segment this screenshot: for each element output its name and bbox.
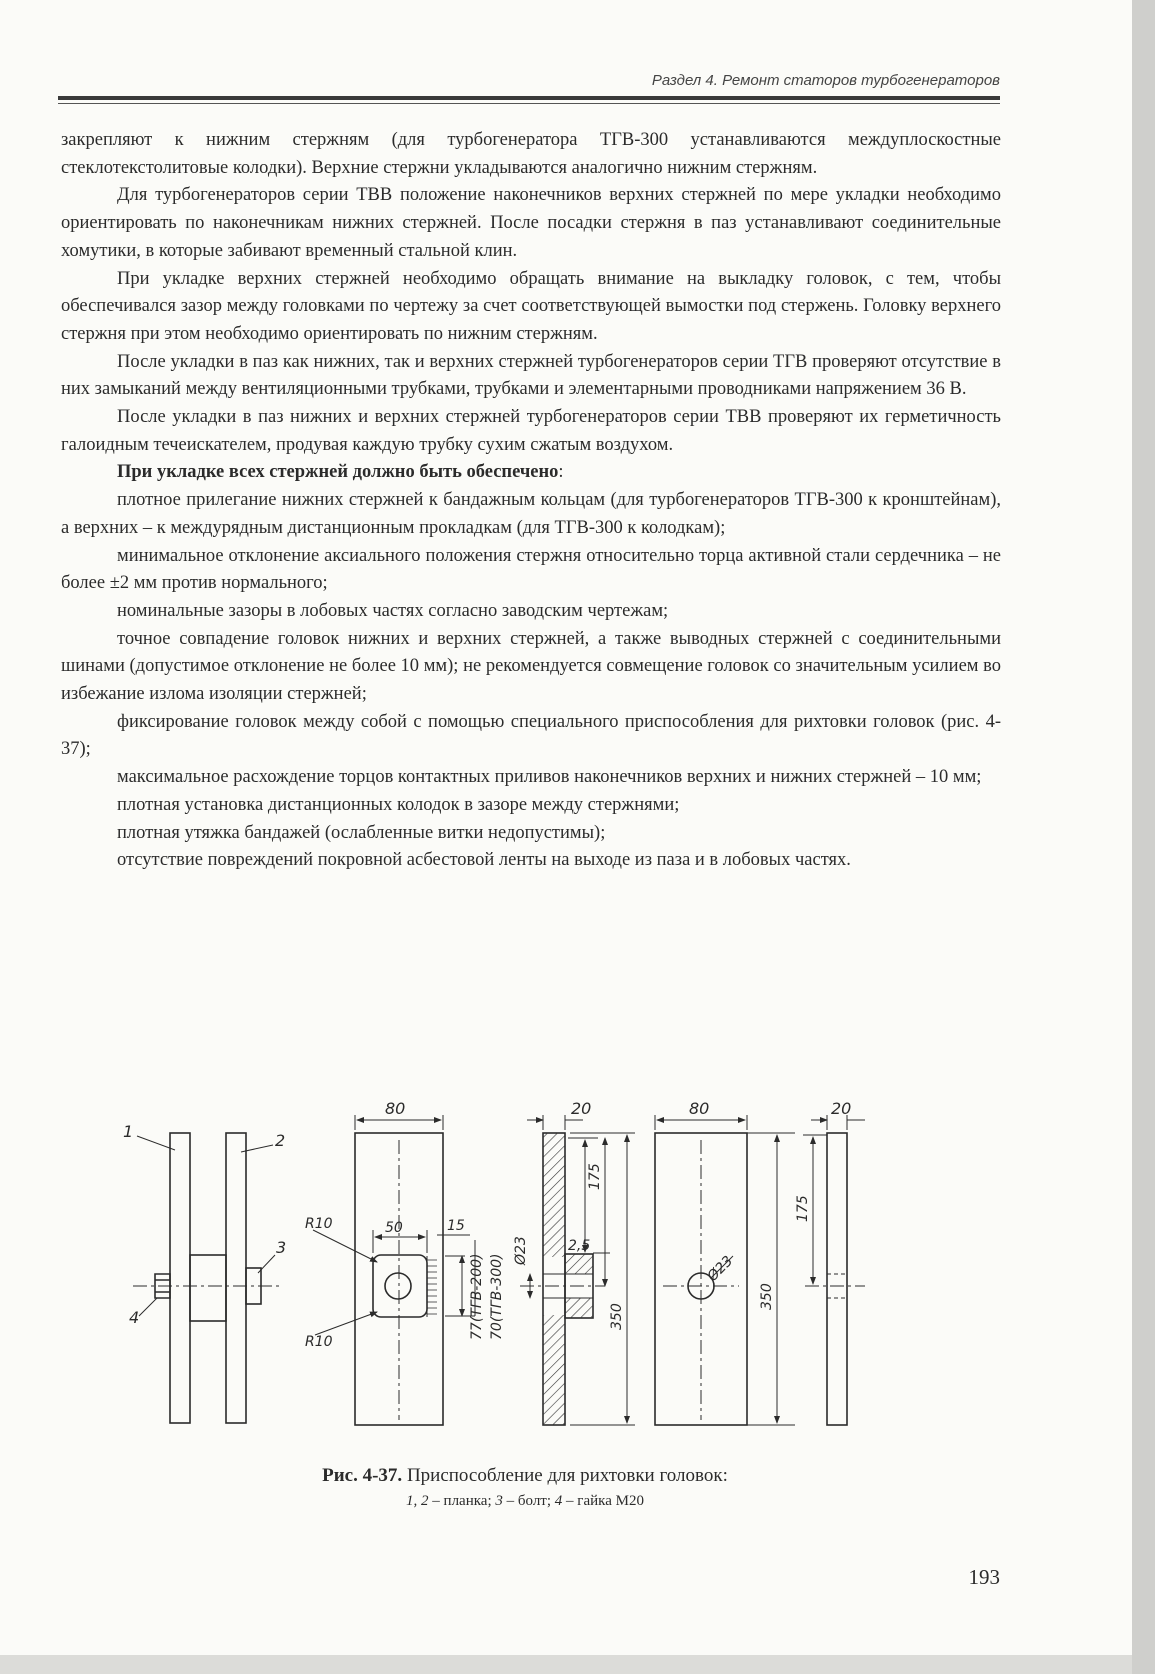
list-item: отсутствие повреждений покровной асбестовой ленты на выходе из паза и в лобовых частях. (117, 850, 851, 871)
page-number: 193 (968, 1565, 1000, 1589)
dim-width-80-right: 80 (689, 1099, 710, 1118)
paragraph-4: После укладки в паз как нижних, так и верхних стержней турбогенераторов серии ТГВ проверяют отсутствие в них замыканий между вентиляционными трубками, трубками и элементарными проводниками напряжением 36 В. (61, 351, 1001, 400)
dim-175-section: 175 (587, 1163, 603, 1190)
list-item: плотная установка дистанционных колодок в зазоре между стержнями; (117, 794, 680, 815)
dim-dia-23-plate: Ø23 (704, 1253, 737, 1285)
dim-15: 15 (447, 1218, 465, 1234)
paragraph-1: закрепляют к нижним стержням (для турбогенератора ТГВ-300 устанавливаются междуплоскостные стеклотекстолитовые колодки). Верхние стержни укладываются аналогично нижним стержням. (61, 130, 1001, 178)
spacer (190, 1255, 226, 1321)
assembly-view (133, 1133, 280, 1423)
header-rule-thick (58, 96, 1000, 100)
dim-70: 70(ТГВ-300) (489, 1253, 505, 1340)
paragraph-3: При укладке верхних стержней необходимо обращать внимание на выкладку головок, с тем, чтобы обеспечивался зазор между головками по чертежу за счет соответствующей вымостки под стержень. Головку верхнего стержня при этом необходимо ориентировать по нижним стержням. (61, 268, 1001, 344)
paragraph-2: Для турбогенераторов серии ТВВ положение наконечников верхних стержней по мере укладки необходимо ориентировать по наконечникам нижних стержней. После посадки стержня в паз устанавливают соединительные хомутики, в которые забивают временный стальной клин. (61, 185, 1001, 261)
bolt-hole (385, 1273, 411, 1299)
technical-drawing (115, 1090, 935, 1440)
section-view (520, 1115, 635, 1425)
list-item: номинальные зазоры в лобовых частях согласно заводским чертежам; (117, 600, 669, 621)
caption-legend (115, 1493, 935, 1510)
list-heading-colon: : (558, 462, 564, 483)
legend-text-1-2: – планка; (428, 1493, 496, 1509)
plate-front-view (313, 1115, 475, 1425)
list-item: фиксирование головок между собой с помощью специального приспособления для рихтовки головок (рис. 4-37); (61, 711, 1001, 760)
dim-width-20-section: 20 (571, 1099, 592, 1118)
dim-width-80-left: 80 (385, 1099, 406, 1118)
list-heading (61, 459, 1001, 487)
dim-2-5: 2,5 (568, 1238, 591, 1254)
dim-radius-top: R10 (305, 1216, 333, 1232)
plate-2-side-view (803, 1115, 865, 1425)
list-item: точное совпадение головок нижних и верхних стержней, а также выводных стержней с соединительными шинами (допустимое отклонение не более 10 мм); не рекомендуется совмещение головок со значительным усилием во избежание излома изоляции стержней; (61, 628, 1001, 705)
running-header: Раздел 4. Ремонт статоров турбогенераторов (651, 72, 1000, 89)
dim-77: 77(ТГВ-200) (469, 1253, 485, 1340)
header-rule-thin (58, 103, 1000, 104)
callout-4: 4 (129, 1308, 140, 1327)
list-item: плотное прилегание нижних стержней к бандажным кольцам (для турбогенераторов ТГВ-300 к кронштейнам), а верхних – к междурядным дистанционным прокладкам (для ТГВ-300 к колодкам); (61, 490, 1001, 538)
list-item: максимальное расхождение торцов контактных приливов наконечников верхних и нижних стержней – 10 мм; (117, 767, 982, 788)
legend-text-3: – болт; (502, 1493, 555, 1509)
plate-2 (226, 1133, 246, 1423)
legend-key-3: 3 (495, 1493, 503, 1509)
plate-2-side-outline (827, 1133, 847, 1425)
legend-key-1-2: 1, 2 (406, 1493, 429, 1509)
list-heading-text: При укладке всех стержней должно быть обеспечено (117, 462, 559, 483)
fixture-bracket (373, 1255, 427, 1317)
figure-4-37 (115, 1090, 935, 1440)
callout-3: 3 (276, 1238, 287, 1257)
list-item: минимальное отклонение аксиального положения стержня относительно торца активной стали сердечника – не более ±2 мм против нормального; (61, 545, 1001, 594)
dim-dia-23-section: Ø23 (513, 1236, 529, 1265)
callout-1: 1 (123, 1122, 134, 1141)
body-text (61, 127, 1001, 875)
plate-1 (170, 1133, 190, 1423)
legend-text-4: – гайка М20 (562, 1493, 644, 1509)
paragraph-5: После укладки в паз нижних и верхних стержней турбогенераторов серии ТВВ проверяют их герметичность галоидным течеискателем, продувая каждую трубку сухим сжатым воздухом. (61, 407, 1001, 455)
list-item: плотная утяжка бандажей (ослабленные витки недопустимы); (117, 822, 606, 843)
figure-caption (115, 1465, 935, 1487)
scan-bottom-margin (0, 1655, 1132, 1674)
dim-50: 50 (385, 1220, 403, 1236)
caption-label: Рис. 4-37. (322, 1465, 403, 1486)
dim-radius-bottom: R10 (305, 1334, 333, 1350)
dim-width-20-edge: 20 (831, 1099, 852, 1118)
dim-175-edge: 175 (795, 1195, 811, 1222)
legend-key-4: 4 (554, 1493, 563, 1509)
callout-2: 2 (275, 1131, 286, 1150)
caption-text: Приспособление для рихтовки головок: (402, 1465, 728, 1486)
dim-350-section: 350 (609, 1303, 625, 1330)
dim-350-plate: 350 (759, 1283, 775, 1310)
scan-page-edge (1132, 0, 1155, 1674)
